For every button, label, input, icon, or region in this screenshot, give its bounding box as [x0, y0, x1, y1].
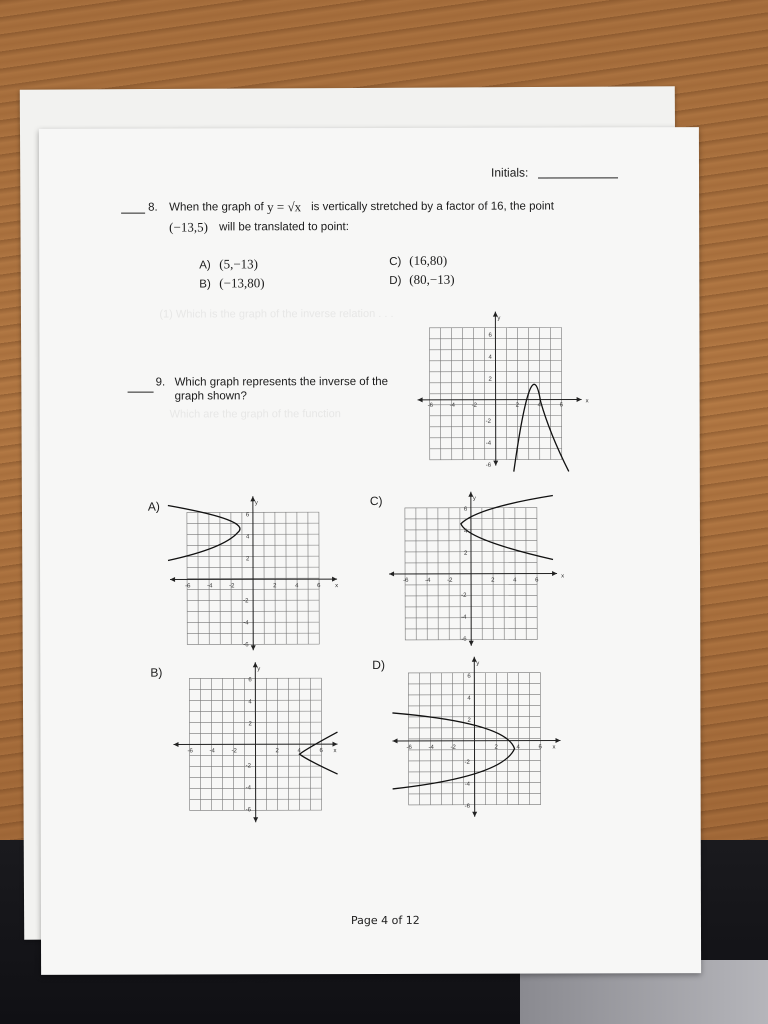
q8-option-b-letter: B)	[199, 278, 211, 291]
tick-label: -6	[427, 402, 433, 409]
q9-option-c-letter: C)	[369, 493, 383, 509]
tick-label: 4	[295, 583, 299, 590]
tick-label: -6	[406, 744, 412, 751]
bleed-through-text: Which are the graph of the function	[169, 408, 341, 421]
tick-label: 4	[488, 354, 492, 361]
y-axis-label: y	[254, 500, 258, 507]
q9-text-line1: Which graph represents the inverse of the	[174, 375, 389, 389]
q9-option-b-letter: B)	[150, 665, 163, 680]
tick-label: 4	[297, 748, 301, 755]
q9-option-d-letter: D)	[372, 657, 385, 672]
tick-label: -6	[464, 803, 471, 810]
tick-label: 2	[273, 583, 277, 590]
tick-label: -2	[471, 402, 477, 409]
tick-label: -6	[245, 807, 252, 814]
tick-label: -2	[231, 748, 237, 755]
bleed-through-text: (1) Which is the graph of the inverse relation . . .	[159, 307, 394, 321]
x-axis-label: x	[335, 583, 339, 590]
tick-label: -6	[403, 577, 409, 584]
q8-option-b-value: (−13,80)	[219, 275, 265, 291]
sideways-parabola-curve	[461, 496, 553, 560]
tick-label: -4	[425, 577, 431, 584]
tick-label: -2	[450, 744, 456, 751]
q8-option-a-letter: A)	[199, 259, 211, 272]
tick-label: -4	[209, 748, 215, 755]
tick-label: 2	[248, 721, 252, 728]
tick-label: 6	[559, 402, 563, 409]
tick-label: 4	[463, 528, 468, 535]
downward-parabola-curve	[514, 384, 569, 471]
initials-field[interactable]	[538, 177, 618, 178]
tick-label: 2	[488, 376, 492, 383]
q9-given-graph	[409, 305, 594, 475]
tick-label: -2	[485, 418, 492, 425]
tick-label: -6	[485, 462, 492, 469]
tick-label: -4	[449, 402, 455, 409]
q8-text-pre: When the graph of	[169, 201, 264, 214]
tick-label: -4	[207, 583, 213, 590]
tick-label: -6	[243, 642, 249, 649]
tick-label: -6	[461, 636, 467, 643]
tick-label: 6	[248, 677, 252, 684]
q8-option-d-letter: D)	[389, 274, 402, 287]
tick-label: 4	[537, 402, 541, 409]
tick-label: -2	[229, 583, 235, 590]
x-axis-label: x	[552, 744, 556, 751]
x-axis-label: x	[585, 398, 589, 405]
x-axis-label: x	[333, 748, 337, 755]
tick-label: -4	[461, 614, 467, 621]
tick-label: -4	[485, 440, 492, 447]
tick-label: -6	[185, 583, 191, 590]
q8-option-c-letter: C)	[389, 255, 402, 268]
worksheet-page	[39, 127, 701, 975]
q9-option-b-graph[interactable]	[165, 656, 350, 828]
tick-label: 6	[488, 332, 492, 339]
tick-label: 6	[319, 748, 323, 755]
q9-text-line2: graph shown?	[174, 390, 247, 403]
tick-label: -4	[243, 620, 249, 627]
q9-option-a-graph[interactable]	[160, 490, 345, 660]
page-number: Page 4 of 12	[350, 913, 420, 928]
q8-option-a-value: (5,−13)	[219, 256, 259, 272]
q9-number: 9.	[155, 376, 166, 389]
sideways-parabola-curve	[299, 732, 337, 774]
tick-label: -2	[245, 763, 251, 770]
tick-label: 4	[248, 699, 252, 706]
tick-label: 2	[494, 744, 498, 751]
tick-label: 6	[538, 744, 542, 751]
tick-label: 4	[516, 744, 520, 751]
tick-label: -4	[245, 785, 251, 792]
sideways-parabola-curve	[168, 505, 240, 560]
x-axis-label: x	[561, 573, 565, 580]
tick-label: 6	[467, 673, 471, 680]
tick-label: 4	[467, 695, 471, 702]
q8-option-c-value: (16,80)	[409, 252, 448, 268]
tick-label: 2	[246, 556, 250, 563]
tick-label: 4	[513, 577, 517, 584]
q8-option-d-value: (80,−13)	[409, 271, 455, 287]
tick-label: 2	[467, 717, 471, 724]
q9-option-a-letter: A)	[147, 499, 160, 514]
tick-label: 6	[245, 512, 250, 519]
y-axis-label: y	[472, 495, 476, 502]
tick-label: -2	[243, 598, 249, 605]
tick-label: -2	[447, 577, 453, 584]
initials-label: Initials:	[490, 165, 529, 180]
tick-label: 2	[491, 577, 495, 584]
q9-answer-blank[interactable]	[128, 392, 154, 393]
tick-label: 6	[463, 506, 468, 513]
q8-text-line2: will be translated to point:	[219, 221, 349, 234]
tick-label: -2	[464, 759, 470, 766]
q8-text-post: is vertically stretched by a factor of 16, the point	[311, 200, 555, 214]
q9-option-c-graph[interactable]	[385, 485, 570, 655]
tick-label: 6	[535, 577, 539, 584]
tick-label: -2	[461, 592, 467, 599]
y-axis-label: y	[257, 666, 261, 673]
tick-label: -4	[464, 781, 470, 788]
tick-label: 4	[245, 534, 250, 541]
tick-label: -4	[428, 744, 434, 751]
tick-label: 6	[317, 583, 321, 590]
q8-answer-blank[interactable]	[121, 213, 145, 214]
q8-point: (−13,5)	[169, 219, 208, 235]
tick-label: 2	[463, 550, 468, 557]
tick-label: -6	[187, 748, 193, 755]
tick-label: 2	[515, 402, 519, 409]
tick-label: 2	[275, 748, 279, 755]
y-axis-label: y	[497, 315, 501, 322]
q8-number: 8.	[148, 201, 158, 214]
q9-option-d-graph[interactable]	[390, 650, 575, 822]
q8-equation: y = √x	[267, 199, 302, 215]
y-axis-label: y	[476, 660, 480, 667]
